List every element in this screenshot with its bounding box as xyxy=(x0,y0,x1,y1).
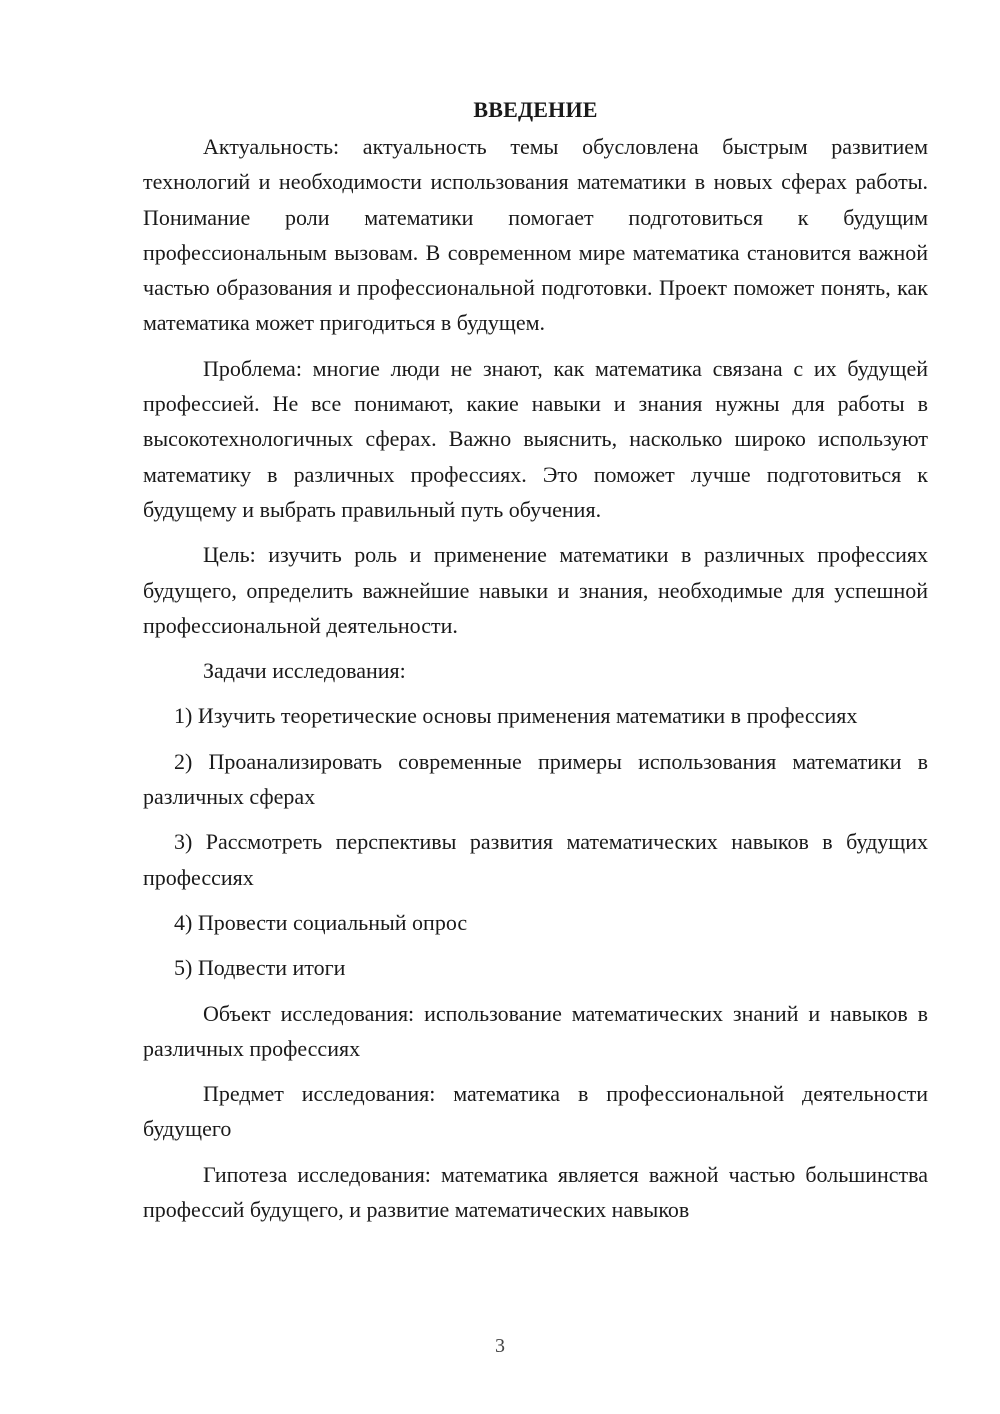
task-item-4: 4) Провести социальный опрос xyxy=(174,909,468,935)
task-item-2: 2) Проанализировать современные примеры использования математики в различных сферах xyxy=(143,748,928,810)
paragraph-hypothesis: Гипотеза исследования: математика является важной частью большинства профессий будущего, и развитие математических навыков xyxy=(143,1161,928,1223)
task-item-1: 1) Изучить теоретические основы применения математики в профессиях xyxy=(174,703,858,729)
document-page xyxy=(143,95,928,1237)
paragraph-problem: Проблема: многие люди не знают, как математика связана с их будущей профессией. Не все понимают, какие навыки и знания нужны для работы в высокотехнологичных сферах. Важно выяснить, насколько широко используют математику в различных профессиях. Это поможет лучше подготовиться к будущему и выбрать правильный путь обучения. xyxy=(143,355,928,522)
paragraph-object: Объект исследования: использование математических знаний и навыков в различных профессиях xyxy=(143,1000,928,1061)
task-item-5: 5) Подвести итоги xyxy=(174,955,346,981)
section-title: ВВЕДЕНИЕ xyxy=(473,97,598,122)
paragraph-goal: Цель: изучить роль и применение математики в различных профессиях будущего, определить важнейшие навыки и знания, необходимые для успешной профессиональной деятельности. xyxy=(143,542,928,638)
tasks-heading: Задачи исследования: xyxy=(203,658,406,684)
task-item-3: 3) Рассмотреть перспективы развития математических навыков в будущих профессиях xyxy=(143,829,928,890)
paragraph-relevance: Актуальность: актуальность темы обусловлена быстрым развитием технологий и необходимости использования математики в новых сферах работы. Понимание роли математики помогает подготовиться к будущим профессиональным вызовам. В современном мире математика становится важной частью образования и профессиональной подготовки. Проект поможет понять, как математика может пригодиться в будущем. xyxy=(143,134,928,336)
page-number: 3 xyxy=(495,1335,505,1357)
paragraph-subject: Предмет исследования: математика в профессиональной деятельности будущего xyxy=(143,1081,928,1142)
